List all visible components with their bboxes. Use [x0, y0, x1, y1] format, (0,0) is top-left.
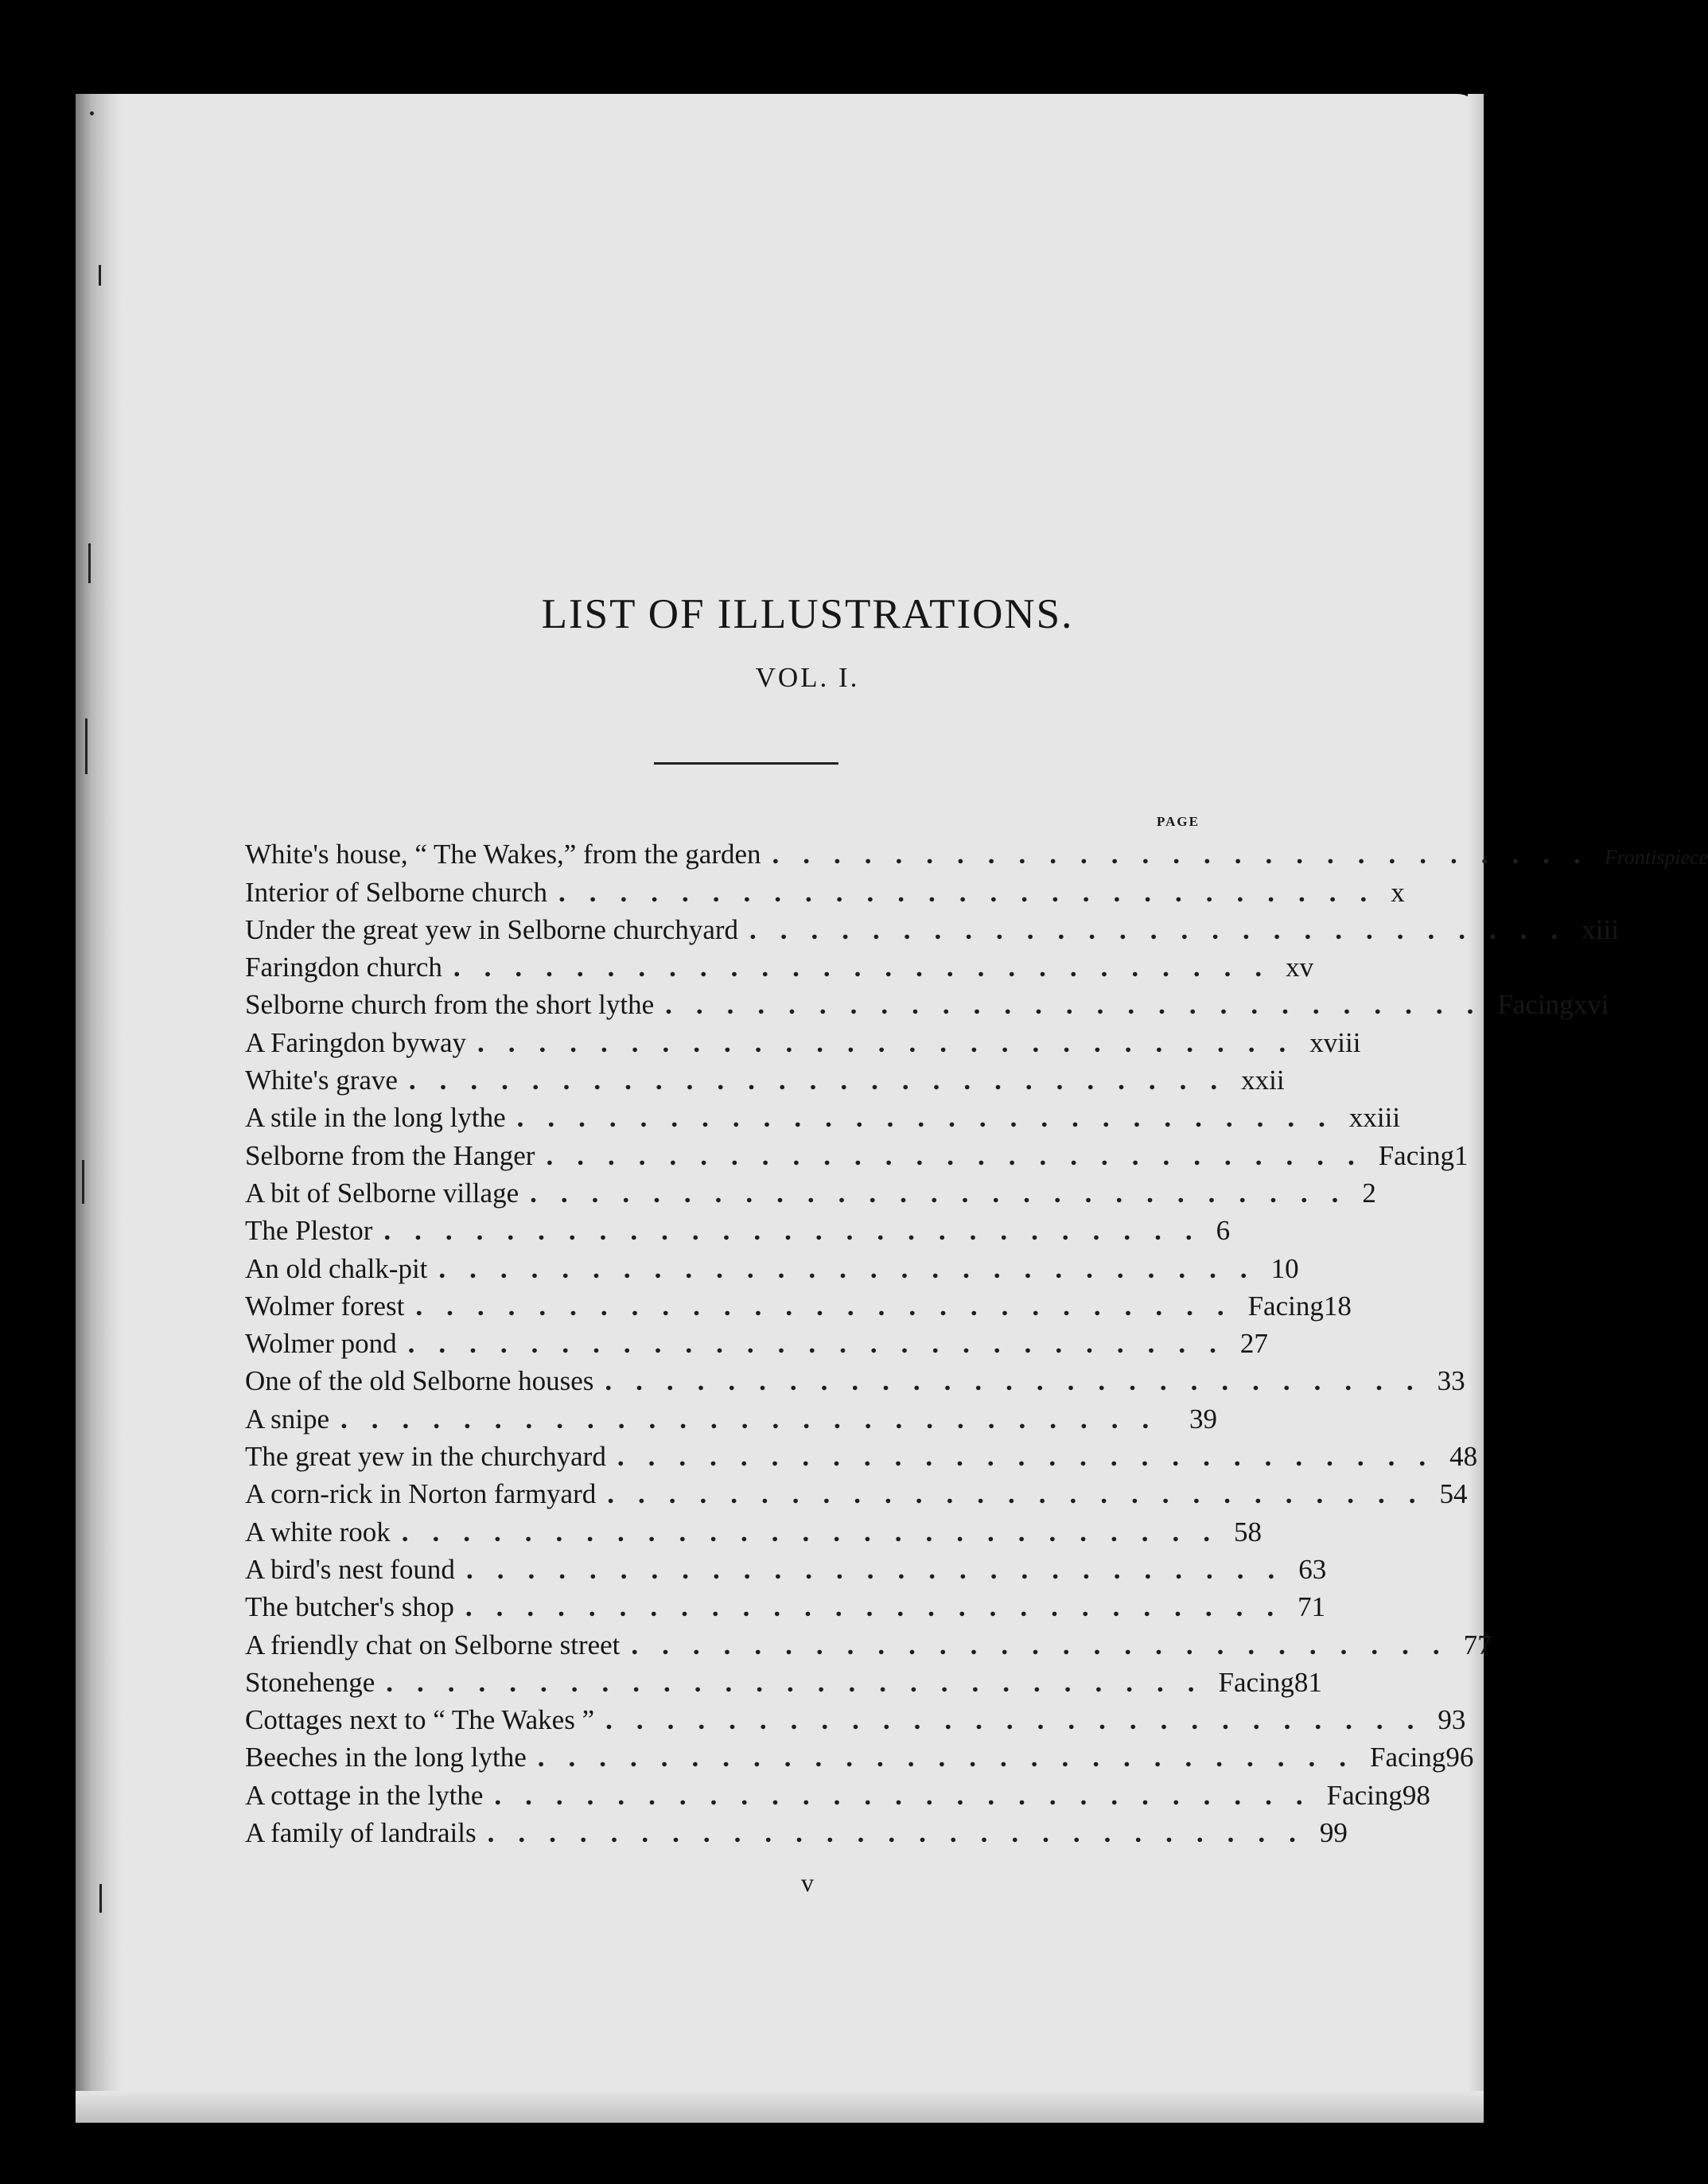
- gutter-mark: [99, 265, 101, 286]
- illustration-title: The Plestor: [245, 1215, 373, 1247]
- page-ref: 98: [1402, 1779, 1430, 1811]
- illustration-title: A corn-rick in Norton farmyard: [245, 1478, 597, 1510]
- dot-leader: ...........................: [386, 1666, 1219, 1698]
- illustration-title: A bird's nest found: [245, 1553, 455, 1585]
- illustration-title: A stile in the long lythe: [245, 1102, 506, 1134]
- list-item: [245, 1209, 1231, 1247]
- illustration-title: An old chalk-pit: [245, 1252, 428, 1284]
- dot-leader: ...........................: [494, 1779, 1327, 1811]
- page-ref: xv: [1286, 952, 1314, 983]
- page-ref: 2: [1362, 1177, 1376, 1209]
- page-ref: xvi: [1573, 989, 1609, 1021]
- list-item: [245, 945, 1314, 983]
- list-item: [245, 1359, 1465, 1397]
- page-column-header: PAGE: [1157, 814, 1200, 829]
- list-item: [245, 1246, 1299, 1284]
- illustration-title: A white rook: [245, 1516, 391, 1547]
- list-item: [245, 1472, 1468, 1510]
- illustration-title: Interior of Selborne church: [245, 876, 547, 908]
- illustration-title: A friendly chat on Selborne street: [245, 1629, 621, 1660]
- placement-label: Facing: [1378, 1139, 1454, 1171]
- page-ref: 81: [1294, 1666, 1322, 1698]
- dot-leader: ...........................: [487, 1817, 1320, 1849]
- dot-leader: ...........................: [558, 876, 1391, 908]
- speck-mark: [90, 111, 94, 115]
- dot-leader: ...........................: [401, 1516, 1235, 1547]
- illustration-title: Selborne from the Hanger: [245, 1139, 535, 1171]
- illustrations-list: [245, 832, 1708, 1849]
- illustration-title: A Faringdon byway: [245, 1026, 467, 1058]
- placement-label: Facing: [1218, 1666, 1294, 1698]
- dot-leader: ...........................: [665, 989, 1498, 1021]
- dot-leader: ...........................: [415, 1290, 1248, 1322]
- list-item: [245, 1811, 1348, 1849]
- illustration-title: Under the great yew in Selborne churchyard: [245, 913, 739, 945]
- list-item: [245, 1435, 1478, 1473]
- binding-shadow: [76, 94, 122, 2123]
- illustration-title: A bit of Selborne village: [245, 1177, 519, 1209]
- illustration-title: Cottages next to “ The Wakes ”: [245, 1704, 595, 1736]
- list-item: [245, 1735, 1474, 1773]
- list-item: [245, 1622, 1492, 1660]
- list-item: [245, 1660, 1322, 1698]
- page-ref: 27: [1239, 1328, 1268, 1360]
- dot-leader: ...........................: [438, 1252, 1271, 1284]
- dot-leader: ...........................: [772, 839, 1605, 870]
- page-ref: 96: [1445, 1742, 1474, 1773]
- list-item: [245, 1284, 1352, 1322]
- page-edge-shadow: [1468, 94, 1484, 2123]
- page-ref: 58: [1234, 1516, 1263, 1547]
- gutter-mark: [99, 1884, 102, 1913]
- page-ref: 93: [1438, 1704, 1466, 1736]
- list-item: [245, 908, 1619, 945]
- page-ref: 1: [1453, 1139, 1469, 1171]
- dot-leader: ...........................: [477, 1026, 1310, 1058]
- illustration-title: A snipe: [245, 1403, 329, 1435]
- dot-leader: ...........................: [605, 1704, 1438, 1736]
- gutter-mark: [85, 718, 88, 774]
- placement-label: Frontispiece: [1604, 846, 1708, 870]
- list-item: [245, 1547, 1327, 1585]
- illustration-title: Selborne church from the short lythe: [245, 989, 655, 1021]
- dot-leader: ...........................: [407, 1328, 1240, 1360]
- illustration-title: The butcher's shop: [245, 1591, 454, 1623]
- gutter-mark: [88, 543, 91, 583]
- dot-leader: ...........................: [749, 913, 1582, 945]
- list-item: [245, 832, 1708, 870]
- illustration-title: Wolmer pond: [245, 1328, 397, 1360]
- list-item: [245, 1698, 1466, 1736]
- illustration-title: A cottage in the lythe: [245, 1779, 484, 1811]
- page-ref: xxiii: [1348, 1102, 1401, 1134]
- placement-label: Facing: [1247, 1290, 1324, 1322]
- list-item: [245, 1585, 1326, 1623]
- list-item: [245, 1509, 1263, 1547]
- dot-leader: ...........................: [465, 1553, 1299, 1585]
- list-item: [245, 870, 1405, 908]
- list-item: [245, 983, 1609, 1021]
- placement-label: Facing: [1370, 1742, 1446, 1773]
- page-ref: 6: [1216, 1215, 1231, 1247]
- page-ref: 48: [1449, 1441, 1478, 1473]
- illustration-title: White's grave: [245, 1065, 398, 1096]
- page-ref: 63: [1298, 1553, 1327, 1585]
- page-ref: 10: [1270, 1252, 1299, 1284]
- list-item: [245, 1322, 1268, 1360]
- page-ref: xiii: [1582, 913, 1619, 945]
- page-bottom-shadow: [76, 2091, 1484, 2123]
- dot-leader: ...........................: [453, 952, 1286, 983]
- dot-leader: ...........................: [465, 1591, 1298, 1623]
- dot-leader: ...........................: [383, 1215, 1216, 1247]
- dot-leader: ...........................: [530, 1177, 1363, 1209]
- dot-leader: ...........................: [408, 1065, 1242, 1096]
- page-ref: xviii: [1309, 1026, 1361, 1058]
- dot-leader: ...........................: [537, 1742, 1371, 1773]
- illustration-title: Faringdon church: [245, 952, 442, 983]
- illustration-title: A family of landrails: [245, 1817, 477, 1849]
- gutter-mark: [82, 1160, 84, 1204]
- illustration-title: White's house, “ The Wakes,” from the garden: [245, 839, 761, 870]
- dot-leader: ...........................: [607, 1478, 1440, 1510]
- list-item: [245, 1058, 1285, 1096]
- dot-leader: ...........................: [617, 1441, 1450, 1473]
- dot-leader: ...........................: [340, 1403, 1173, 1435]
- page-ref: 18: [1323, 1290, 1352, 1322]
- page-ref: 54: [1439, 1478, 1468, 1510]
- page-ref: 39: [1189, 1403, 1217, 1435]
- list-item: [245, 1171, 1376, 1209]
- page-ref: x: [1391, 876, 1405, 908]
- list-item: [245, 1020, 1361, 1058]
- page-ref: 77: [1463, 1629, 1492, 1660]
- page-ref: xxii: [1241, 1065, 1285, 1096]
- illustration-title: Wolmer forest: [245, 1290, 405, 1322]
- illustration-title: One of the old Selborne houses: [245, 1365, 594, 1397]
- placement-label: Facing: [1497, 989, 1574, 1021]
- dot-leader: ...........................: [605, 1365, 1438, 1397]
- placement-label: Facing: [1326, 1779, 1403, 1811]
- dot-leader: ...........................: [546, 1139, 1379, 1171]
- illustration-title: The great yew in the churchyard: [245, 1441, 606, 1473]
- page-ref: 33: [1437, 1365, 1465, 1397]
- dot-leader: ...........................: [516, 1102, 1349, 1134]
- list-item: [245, 1096, 1401, 1134]
- list-item: [245, 1396, 1217, 1434]
- title-rule: [654, 762, 838, 765]
- book-page: [76, 94, 1708, 2123]
- page-number: v: [801, 1868, 814, 1897]
- page-ref: 71: [1298, 1591, 1326, 1623]
- page-ref: 99: [1319, 1817, 1348, 1849]
- dot-leader: ...........................: [631, 1629, 1464, 1660]
- page-title: LIST OF ILLUSTRATIONS.: [541, 591, 1074, 637]
- list-item: [245, 1773, 1430, 1811]
- volume-label: VOL. I.: [755, 662, 860, 693]
- list-item: [245, 1133, 1469, 1171]
- illustration-title: Stonehenge: [245, 1666, 375, 1698]
- illustration-title: Beeches in the long lythe: [245, 1742, 527, 1773]
